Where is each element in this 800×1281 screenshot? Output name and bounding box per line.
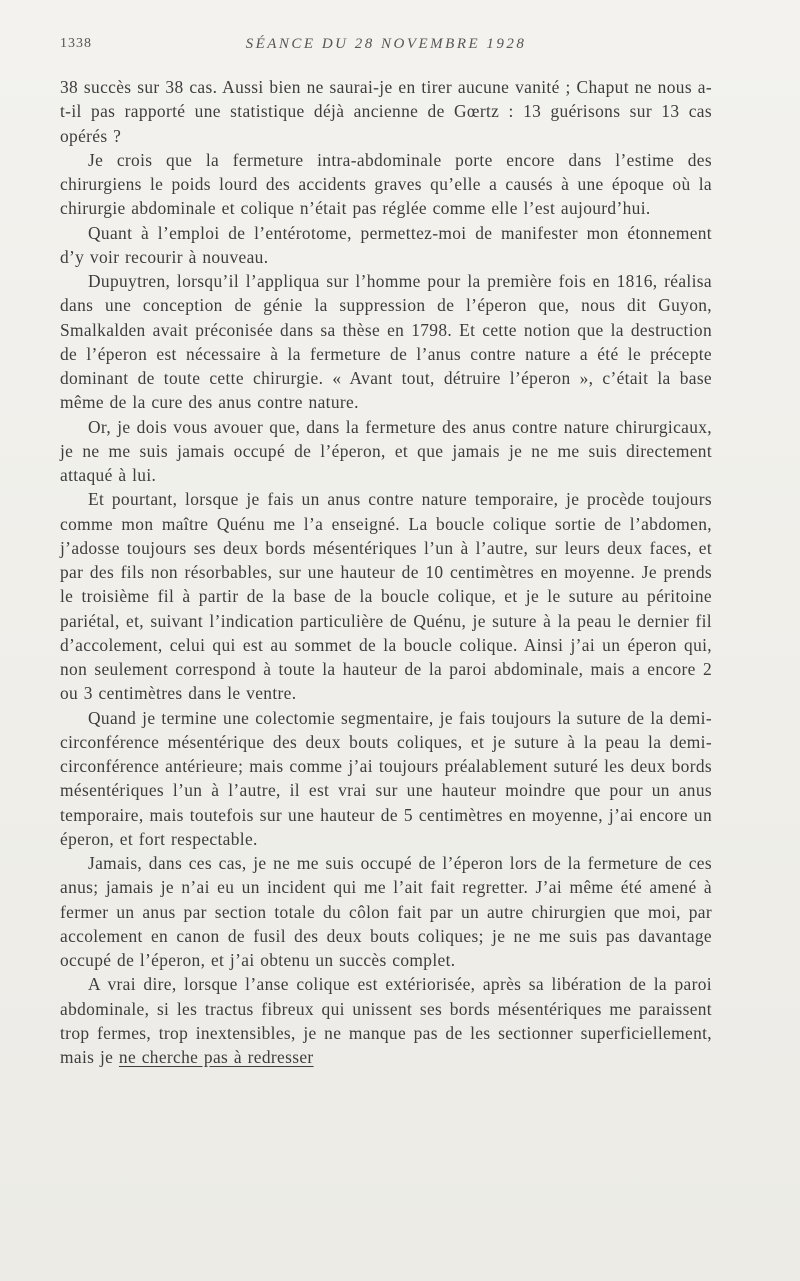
paragraph: Je crois que la fermeture intra-abdominale porte encore dans l’estime des chirurgiens le poids lourd des accidents graves qu’elle a causés à une époque où la chirurgie abdominale et colique n’était pas réglée comme elle l’est aujourd’hui.	[60, 149, 712, 219]
paragraph: 38 succès sur 38 cas. Aussi bien ne saurai-je en tirer aucune vanité ; Chaput ne nous a-t-il pas rapporté une statistique déjà ancienne de Gœrtz : 13 guérisons sur 13 cas opérés ?	[60, 77, 712, 146]
paragraph: Or, je dois vous avouer que, dans la fermeture des anus contre nature chirurgicaux, je ne me suis jamais occupé de l’éperon, et que jamais je ne me suis directement attaqué à lui.	[60, 416, 712, 485]
paragraph-last-text: A vrai dire, lorsque l’anse colique est extériorisée, après sa libération de la paroi abdominale, si les tractus fibreux qui unissent ses bords mésentériques me paraissent trop fermes, trop inextensibles, je ne manque pas de les sectionner superficiellement, mais je	[60, 974, 712, 1067]
paragraph: Quant à l’emploi de l’entérotome, permettez-moi de manifester mon étonnement d’y voir recourir à nouveau.	[60, 222, 712, 267]
page-number: 1338	[60, 36, 92, 51]
body-text	[60, 75, 712, 1069]
underlined-text: ne cherche pas à redresser	[118, 1047, 314, 1067]
paragraph: Jamais, dans ces cas, je ne me suis occupé de l’éperon lors de la fermeture de ces anus; jamais je n’ai eu un incident qui me l’ait fait regretter. J’ai même été amené à fermer un anus par section totale du côlon fait par un autre chirurgien que moi, par accolement en canon de fusil des deux bouts coliques; je ne me suis pas davantage occupé de l’éperon, et j’ai obtenu un succès complet.	[60, 853, 712, 970]
running-title: SÉANCE DU 28 NOVEMBRE 1928	[245, 36, 527, 52]
paragraph: Quand je termine une colectomie segmentaire, je fais toujours la suture de la demi-circonférence mésentérique des deux bouts coliques, et je suture à la peau la demi-circonférence antérieure; mais comme j’ai toujours préalablement suturé les deux bords mésentériques l’un à l’autre, il est vrai sur une hauteur moindre que pour un anus temporaire, mais toutefois sur une hauteur de 5 centimètres en moyenne, j’ai encore un éperon, et fort respectable.	[60, 707, 712, 849]
paragraph: Dupuytren, lorsqu’il l’appliqua sur l’homme pour la première fois en 1816, réalisa dans une conception de génie la suppression de l’éperon que, nous dit Guyon, Smalkalden avait préconisée dans sa thèse en 1798. Et cette notion que la destruction de l’éperon est nécessaire à la fermeture de l’anus contre nature a été le précepte dominant de toute cette chirurgie. « Avant tout, détruire l’éperon », c’était la base même de la cure des anus contre nature.	[60, 271, 712, 413]
paragraph: Et pourtant, lorsque je fais un anus contre nature temporaire, je procède toujours comme mon maître Quénu me l’a enseigné. La boucle colique sortie de l’abdomen, j’adosse toujours ses deux bords mésentériques l’un à l’autre, sur leurs deux faces, et par des fils non résorbables, sur une hauteur de 10 centimètres en moyenne. Je prends le troisième fil à partir de la base de la boucle colique, et je le suture au péritoine pariétal, et, suivant l’indication particulière de Quénu, je suture à la peau le dernier fil d’accolement, celui qui est au sommet de la boucle colique. Ainsi j’ai un éperon qui, non seulement correspond à toute la hauteur de la paroi abdominale, mais a encore 2 ou 3 centimètres dans le ventre.	[60, 489, 712, 704]
paragraph-last	[60, 972, 712, 1069]
running-header	[60, 36, 712, 58]
